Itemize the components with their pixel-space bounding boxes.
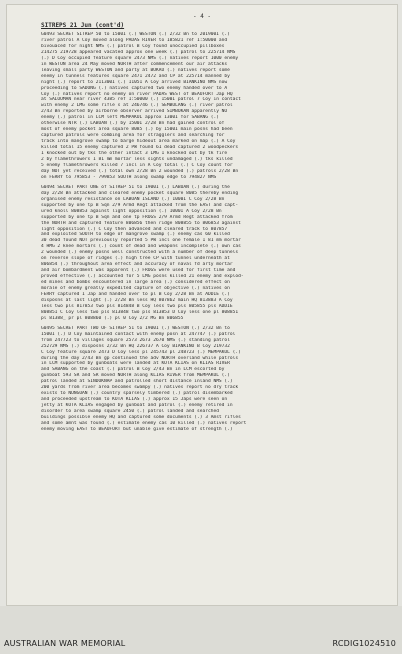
- text-line: on reverse slope of ridges (.) high tree CP with tunnel underneath at: [41, 256, 230, 262]
- text-line: the NORTH and captured feature 806856 then ridge 808855 to 806853 against: [41, 220, 241, 226]
- text-line: pl 81388_ pr pl 808860 (.) pl 0 Coy 2/2 MG Bn 806855: [41, 315, 184, 321]
- text-line: enemy in tunnels features square 2471 2472 and CP at 225714 manned by: [41, 73, 230, 79]
- text-line: day NOT yet received (.) total own 2/28 Bn 2 wounded (.) patrols 2/28 Bn: [41, 168, 239, 174]
- text-line: (.) D Coy occupied feature square 2473 NMS (.) natives report 1000 enemy: [41, 55, 239, 61]
- message-paragraph: [41, 32, 365, 181]
- text-line: in LCM supported by gunboats were landed at KOTA KLIAS on KLIAS RIVER: [41, 361, 230, 367]
- text-line: with enemy 2 LMG some rifle s at 246746 (.) SEMBULANG (.) river patrol: [41, 103, 233, 109]
- text-line: C Coy feature square 2473 D Coy less pl 245743 pl 248723 (.) MEMPAKUL (.): [41, 349, 241, 355]
- text-line: 5 enemy flamethrowers killed 7 incl in A Coy total (.) C Coy count for: [41, 162, 233, 168]
- text-line: proceeding to SADONG (.) natives captured two enemy handed over to A: [41, 85, 228, 91]
- text-line: enemy (.) patrol in LCM left MEMPAKUL approx 1300I for SABANG (.): [41, 115, 219, 121]
- text-line: FERRY captured 1 Jap and handed over to pl B Coy 2/28 Bn at ADDIE (.): [41, 291, 230, 297]
- text-line: supported by one tp B Sqn and one tp FROGS 2/9 Armd Regt attacked from: [41, 214, 233, 220]
- text-line: 252729 NMS (.) disposns 2/32 Bn HQ 226737 A Coy BIANKINO B Coy 219732: [41, 343, 230, 349]
- text-line: in WESTON area 24 May moved NORTH after commencement our air attacks: [41, 61, 228, 67]
- text-line: disorder to area swamp square 2450 (.) patrol landed and searched: [41, 409, 219, 415]
- text-line: 1 knocked out by tks the other intact 3 LMG 1 knocked out by tk fire: [41, 151, 228, 157]
- document-page: [6, 4, 398, 606]
- text-line: 200 yards from river area becomes swampy (.) natives report no dry track: [41, 385, 239, 391]
- text-line: Coy (.) natives report no enemy on river PADAS WEST of BEAUFORT Jap HQ: [41, 91, 233, 97]
- text-line: exists to NUNGUAN (.) country sparsely timbered (.) patrol disembarked: [41, 391, 233, 397]
- text-line: and exploited SOUTH to edge of mangrove swamp (.) enemy cas 60 killed: [41, 232, 230, 238]
- document-body: [41, 22, 365, 437]
- paragraph-list: [41, 32, 365, 433]
- text-line: G0493 SECRET SITREP 50 to 1500I (.) WESTON (.) 2/32 Bn to 201900I (.): [41, 32, 230, 37]
- text-line: 806854 (.) throughout area effect and accuracy of naval fd arty mortar: [41, 262, 233, 268]
- text-line: and SABANG on the coast (.) patrol B Coy 2/43 Bn in LCM escorted by: [41, 367, 225, 373]
- text-line: 4 HMG 2 knee mortars (.) count of dead and weapons incomplete (.) own cas: [41, 244, 241, 250]
- document-heading: SITREPS 21 Jun (cont'd): [41, 22, 125, 29]
- text-line: G0495 SECRET PART TWO OF SITREP 51 to 1900I (.) WESTON (.) 2/32 Bn to: [41, 325, 230, 331]
- text-line: gunboat 593 SR and SR moved NORTH along KLIAS RIVER from MEMPAKUL (.): [41, 373, 230, 379]
- page-number: - 4 -: [192, 13, 212, 20]
- text-line: most of enemy pocket area square 8085 (.) by 1500I main posns had been: [41, 127, 233, 133]
- text-line: otherwise NTR (.) LABUAN (.) by 1500I 2/28 Bn had gained control of: [41, 121, 225, 127]
- text-line: enemy moving EAST to BEAUFORT but unable give estimate of strength (.): [41, 426, 233, 432]
- text-line: day 2/28 Bn attacked and cleared enemy pocket square 8085 thereby ending: [41, 190, 239, 196]
- text-line: 1500I (.) D Coy maintained contact with enemy posn at 247747 (.) patrol: [41, 331, 236, 337]
- text-line: river patrol A Coy moved along PADAS RIVER to 185821 ref 1:50000 and: [41, 37, 228, 43]
- text-line: disposns at last light (.) 2/28 Bn less HQ 807862 main HQ 813883 A Coy: [41, 297, 233, 303]
- text-line: supported by one tp B Sqn 2/9 Armd Regt attacked from the EAST and capt-: [41, 202, 239, 208]
- text-line: leaving small party WESTON and party at BUKAU (.) natives report some: [41, 67, 230, 73]
- message-paragraph: [41, 185, 365, 322]
- text-line: night (.) report to 211300I (.) 11051 A Coy arrived BIANKINO NMS now: [41, 79, 228, 85]
- text-line: ured knoll 808853 against light opposition (.) 1000I A Coy 2/28 Bn: [41, 208, 222, 214]
- text-line: morale of enemy greatly expedited capture of objective (.) natives on: [41, 286, 230, 292]
- text-line: light opposition (.) C Coy then advanced and cleared track to 807857: [41, 226, 228, 232]
- text-line: and proceeded upstream to KOTA KLIAS (.) approx 15 Japs were seen on: [41, 397, 228, 403]
- text-line: patrol landed at SINDOKNAP and patrolled short distance inland NMS (.): [41, 379, 233, 385]
- text-line: organised enemy resistance on LABUAN ISLAND (.) 1000I C Coy 2/28 Bn: [41, 196, 225, 202]
- text-line: captured patrols were combing area for stragglers and searching for: [41, 133, 225, 139]
- text-line: and some amnt was found (.) estimate enemy cas 10 killed (.) natives report: [41, 421, 247, 426]
- text-line: 2 by flamethrowers 1 81 mm mortar less sights undamaged (.) tks killed: [41, 157, 233, 163]
- text-line: and air bombardment was apparent (.) FROGS were used for first time and: [41, 268, 236, 274]
- text-line: G0494 SECRET PART ONE of SITREP 51 to 1900I (.) LABUAN (.) during the: [41, 184, 230, 190]
- text-line: ed mines and bombs encountered in large area (.) considered effect on: [41, 280, 230, 286]
- text-line: bivouaced for night NMS (.) patrol B Coy found unoccupied pillboxes: [41, 43, 225, 49]
- text-line: at SALOOMAN near river 4385 ref 1:50000 (.) 1500I patrol 7 Coy in contact: [41, 97, 241, 103]
- text-line: track into mangrove swamp to barge hideout area marked on map (.) A Coy: [41, 139, 236, 145]
- text-line: jetty at KOTA KLIAS engaged by gunboat and patrol (.) enemy retired in: [41, 403, 233, 409]
- text-line: 214275 219728 appeared vacated approx one week (.) patrol to 225714 NMS: [41, 49, 236, 55]
- archive-footer: [0, 606, 402, 654]
- text-line: 2/43 Bn reported by airborne observer arrived SIMBOKAN apparently NO: [41, 109, 228, 115]
- text-line: less two pls 817853 two pls 814848 B Coy less two pls 805855 pls ADDIE: [41, 303, 233, 309]
- text-line: 30 dead found NOT previously reported 5 PW incl one female 1 81 mm mortar: [41, 238, 241, 244]
- text-line: proved effective (.) accounted for 5 LMG posns killed 21 enemy and explod-: [41, 274, 244, 280]
- text-line: 2 wounded (.) enemy posns well constructed with a number of deep tunnels: [41, 250, 239, 256]
- text-line: during the day 2/43 Bn gp continued the adv NORTH overland while patrols: [41, 355, 239, 361]
- text-line: killed total 15 enemy captured 2 PW found 61 dead captured 2 woodpeckers: [41, 145, 239, 151]
- text-line: buildings possible enemy HQ and captured some documents (.) 3 Amst rifles: [41, 415, 241, 421]
- message-paragraph: [41, 326, 365, 433]
- text-line: from 247723 to villages square 2573 2673 2670 NMS (.) standing patrol: [41, 337, 230, 343]
- text-line: on FERRY to 795853 - 799853 SOUTH along swamp edge to 794827 NMS: [41, 174, 217, 180]
- archive-name: AUSTRALIAN WAR MEMORIAL: [4, 639, 126, 648]
- text-line: 808851 C Coy less two pls 813848 two pls 813853 D Coy less one pl 808851: [41, 309, 239, 315]
- document-id: RCDIG1024510: [332, 639, 396, 648]
